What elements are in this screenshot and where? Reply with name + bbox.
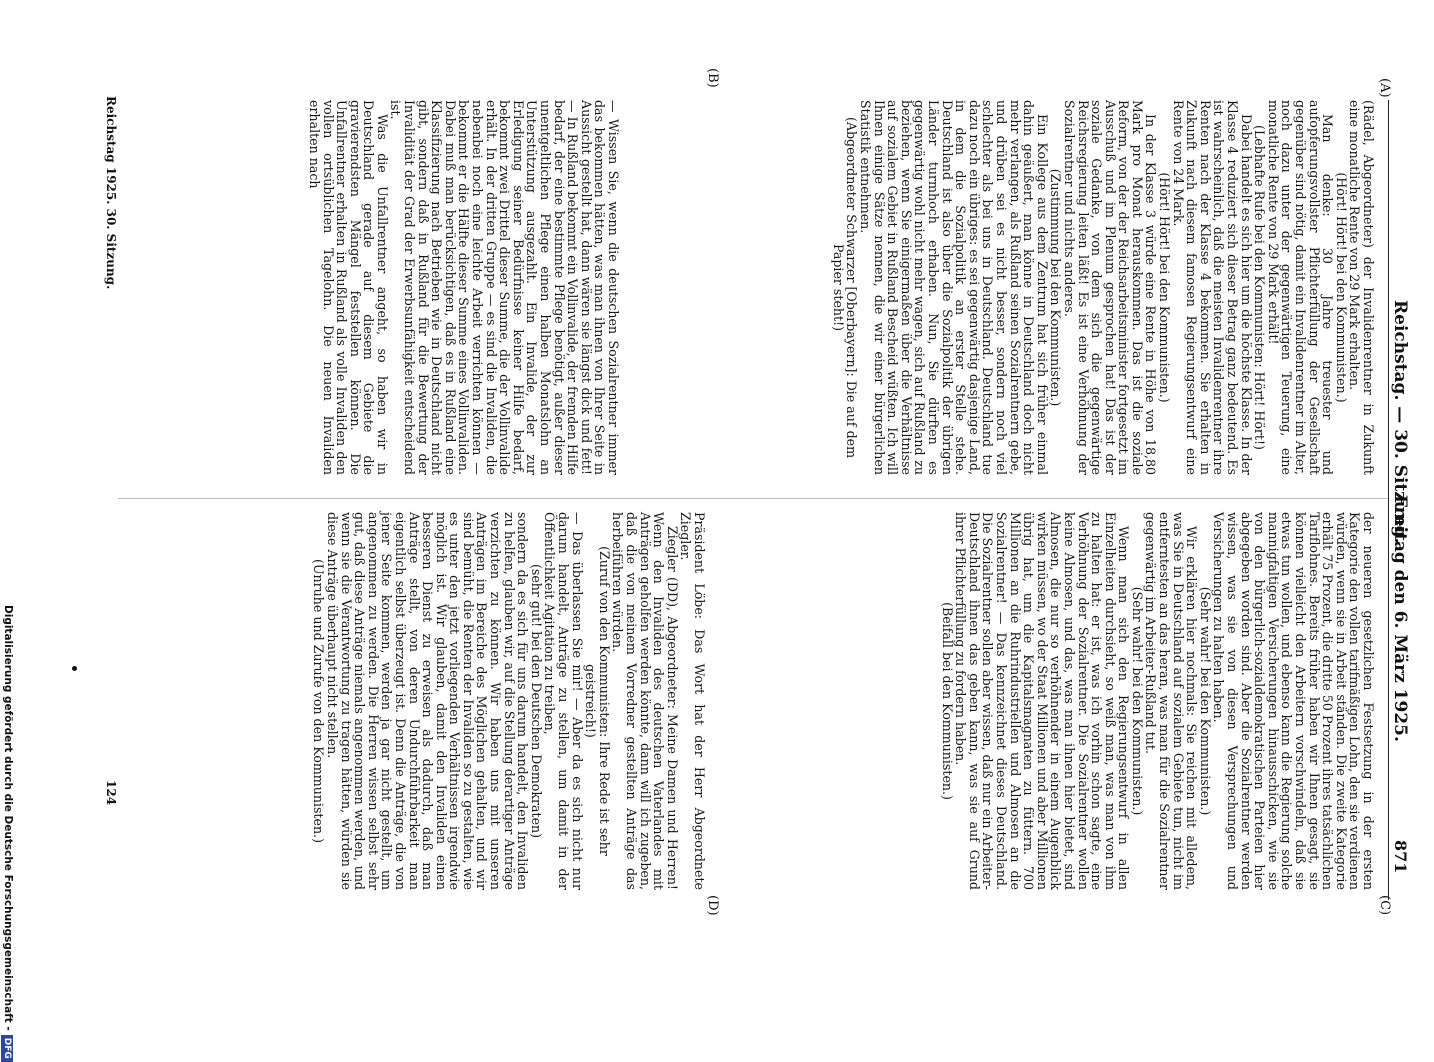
text-column-4 [126, 512, 706, 890]
margin-letter-d: (D) [705, 895, 720, 916]
running-header-right: Freitag den 6. März 1925. [1390, 495, 1410, 742]
header-rule [1388, 100, 1389, 900]
col3-paragraph: Wir erklären hier nochmals: Sie reichen mit alledem, was Sie in Deutschland auf sozialem Gebiete tun, nicht im entferntesten an das heran, was man für die Sozialrentner gegenwärtig im Arbeiter-Rußland tut. [1143, 512, 1200, 890]
col1-paragraph: Man denke: 30 Jahre treuester und aufopferungsvollster Pflichterfüllung der Gesellschaft gegenüber sind nötig, damit ein Invalidenrentner im Alter, noch dazu unter der gegenwärtigen Teuerung, eine monatliche Rente von 29 Mark erhält! [1265, 100, 1336, 475]
col3-interjection: (Sehr wahr! bei den Kommunisten.) [1129, 586, 1145, 816]
page-number: 871 [1391, 840, 1410, 874]
col4-paragraph: Präsident Löbe: Das Wort hat der Herr Abgeordnete Ziegler. [678, 512, 707, 890]
col1-paragraph: Dabei handelt es sich hier um die höchste Klasse. In der Klasse 4 reduziert sich dieser Betrag ganz bedeutend. Es ist wahrscheinlich, daß die meisten Invalidenrentner ihre Renten nach der Klasse 4 bekommen. Sie erhalten in Zukunft nach diesem famosen Regierungsentwurf eine Rente von 24 Mark. [1170, 100, 1254, 475]
running-header-left: Reichstag. — 30. Sitzung. [1390, 300, 1410, 544]
col3-interjection: (Beifall bei den Kommunisten.) [939, 602, 955, 800]
col3-paragraph: Wenn man sich den Regierungsentwurf in allen Einzelheiten durchsieht, so weiß man, was man von ihm zu halten hat: er ist, was ich vorhin schon sagte, eine Verhöhnung der Sozialrentner. Die Sozialrentner wollen keine Almosen, und das, was man ihnen hier bietet, sind Almosen, die nur so verhöhnender in einem Augenblick wirken müssen, wo der Staat Millionen und aber Millionen übrig hat, um die Kapitalsmagnaten zu füttern. 700 Millionen an die Ruhrindustriellen und Almosen an die Sozialrentner! — Das kennzeichnet dieses Deutschland. Die Sozialrentner sollen aber wissen, daß nur ein Arbeiter-Deutschland ihnen das geben kann, was sie auf Grund ihrer Pflichterfüllung zu fordern haben. [953, 512, 1132, 890]
col4-paragraph: Ziegler (DD), Abgeordneter: Meine Damen und Herren! Wenn den Invaliden des deutschen Vaterlandes mit Anträgen geholfen werden könnte, dann will ich zugeben, daß die von meinem Vorredner gestellten Anträge das herbeiführen würden. [610, 512, 680, 890]
speck-dot [72, 666, 77, 671]
col4-interjection: (sehr gut! bei den Deutschen Demokraten) [528, 563, 544, 839]
text-column-3 [725, 512, 1375, 890]
col1-paragraph: Ein Kollege aus dem Zentrum hat sich früher einmal dahin geäußert, man könne in Deutschland doch nicht mehr verlangen, als Rußland seinen Sozialrentnern gebe, und drüben sei es nicht besser, sondern noch viel schlechter als bei uns in Deutschland. Deutschland tue dazu noch ein übriges: es sei gegenwärtig dasjenige Land, in dem die Sozialpolitik an erster Stelle stehe. Deutschland ist also über die Sozialpolitik der übrigen Länder turmhoch erhaben. Nun, Sie dürften es gegenwärtig wohl nicht mehr wagen, sich auf Rußland zu beziehen, wenn Sie einigermaßen über die Verhältnisse auf sozialem Gebiet in Rußland Bescheid wüßten. Ich will Ihnen einige Sätze nennen, die wir einer bürgerlichen Statistik entnehmen. [858, 100, 1050, 475]
col1-paragraph: (Rädel, Abgeordneter) der Invalidenrentner in Zukunft eine monatliche Rente von 29 Mark erhalten. [1347, 100, 1376, 475]
col1-paragraph: In der Klasse 3 würde eine Rente in Höhe von 18,80 Mark pro Monat herauskommen. Das ist die soziale Reform, von der der Reichsarbeitsminister fortgesetzt im Ausschuß und im Plenum gesprochen hat! Das ist der soziale Gedanke, von dem sich die gegenwärtige Reichsregierung leiten läßt! Es ist eine Verhöhnung der Sozialrentner und nichts anderes. [1061, 100, 1159, 475]
footer-page-number: 124 [104, 780, 118, 806]
col1-interjection: (Hört! Hört! bei den Kommunisten.) [1333, 172, 1349, 403]
col2-paragraph: Was die Unfallrentner angeht, so haben wir in Deutschland gerade auf diesem Gebiete die gravierendsten Mängel feststellen können. Die Unfallrentner erhalten in Rußland als volle Invaliden den vollen ortsüblichen Tagelohn. Die neuen Invaliden erhalten nach [306, 100, 390, 475]
col3-paragraph: der neueren gesetzlichen Festsetzung in der ersten Kategorie den vollen tarifmäßigen Lohn, den sie verdienen würden, wenn sie in Arbeit ständen. Die zweite Kategorie erhält 75 Prozent, die dritte 50 Prozent ihres tatsächlichen Tariflohnes. Bereits früher haben wir Ihnen gesagt, sie können vielleicht den Arbeitern vorschwindeln, daß sie etwas tun wollen, und ebenso kann die Regierung solche mannigfaltigen Versicherungen hinausschicken, wie sie von den bürgerlich-sozialdemokratischen Parteien hier abgegeben worden sind. Aber die Sozialrentner werden wissen, was sie von diesen Versprechungen und Versicherungen zu halten haben. [1211, 512, 1376, 890]
footer-left: Reichstag 1925. 30. Sitzung. [104, 96, 118, 290]
col1-interjection: (Abgeordneter Schwarzer [Oberbayern]: Die auf dem Papier steht!) [830, 116, 860, 459]
margin-letter-a: (A) [1377, 78, 1392, 98]
col1-interjection: (Hört! Hört! bei den Kommunisten.) [1157, 172, 1173, 403]
text-column-2 [100, 100, 620, 475]
col4-interjection: (Unruhe und Zurufe von den Kommunisten.) [311, 559, 327, 843]
column-separator [118, 498, 1388, 499]
col4-paragraph: sondern da es sich für uns darum handelt, den Invaliden zu helfen, glauben wir, auf die Stellung derartiger Anträge verzichten zu können. Wir haben uns mit unseren Anträgen im Bereiche des Möglichen gehalten, und wir sind bemüht, die Renten der Invaliden so zu gestalten, wie es unter den jetzt vorliegenden Verhältnissen irgendwie möglich ist. Wir glauben, damit den Invaliden einen besseren Dienst zu erweisen als dadurch, daß man Anträge stellt, von deren Undurchführbarkeit man eigentlich selbst überzeugt ist. Denn die Anträge, die von jener Seite kommen, werden ja gar nicht gestellt, um angenommen zu werden. Die Herren wissen selbst sehr gut, daß diese Anträge niemals angenommen werden, und wenn sie die Verantwortung zu tragen hätten, würden sie diese Anträge überhaupt nicht stellen. [324, 512, 531, 890]
col2-paragraph: — Wissen Sie, wenn die deutschen Sozialrentner immer das bekommen hätten, was man ihnen von Ihrer Seite in Aussicht gestellt hat, dann wären sie längst dick und fett! — In Rußland bekommt ein Vollinvalide, der fremden Hilfe bedarf, der eine bestimmte Pflege benötigt, außer dieser unentgeltlichen Pflege einen halben Monatslohn an Unterstützung ausgezahlt. Ein Invalide, der zur Erledigung seiner Bedürfnisse keiner Hilfe bedarf, bekommt zwei Drittel dieser Summe, die der Vollinvalide erhält. In der dritten Gruppe — es sind die Invaliden, die nebenbei noch eine leichte Arbeit verrichten können — bekommt er die Hälfte dieser Summe eines Vollinvaliden. Dabei muß man berücksichtigen, daß es in Rußland eine Klassifizierung nach Betrieben wie in Deutschland nicht gibt, sondern daß in Rußland für die Bewertung der Invalidität der Grad der Erwerbsunfähigkeit entscheidend ist. [388, 100, 621, 475]
margin-letter-b: (B) [705, 68, 720, 88]
digitization-credit-text: Digitalisierung gefördert durch die Deutsche Forschungsgemeinschaft - [2, 605, 14, 1031]
col4-interjection: (Zuruf von den Kommunisten: Ihre Rede ist sehr geistreich!) [583, 546, 612, 856]
dfg-logo: DFG [1, 1035, 13, 1062]
margin-letter-c: (C) [1377, 895, 1392, 916]
col1-interjection: (Lebhafte Rufe bei den Kommunisten: Hört! Hört!) [1252, 125, 1268, 450]
col1-interjection: (Zustimmung bei den Kommunisten.) [1048, 168, 1064, 407]
col3-interjection: (Sehr wahr! bei den Kommunisten.) [1197, 586, 1213, 816]
digitization-credit [1, 605, 14, 1062]
col4-paragraph: — Das überlassen Sie mir! — Aber da es sich nicht nur darum handelt, Anträge zu stellen, um damit in der Öffentlichkeit Agitation zu treiben, [542, 512, 585, 890]
